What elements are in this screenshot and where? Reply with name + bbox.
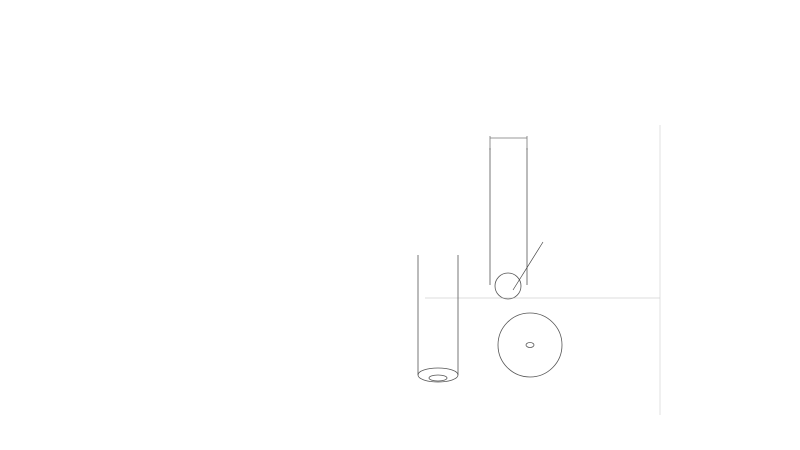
vertical-screw <box>490 148 527 285</box>
dimension-marker <box>490 136 527 150</box>
isometric-screw <box>418 255 458 382</box>
slide-body <box>50 92 383 169</box>
callout-leader <box>513 242 543 290</box>
drawing-svg <box>405 120 665 420</box>
detail-circle <box>495 273 521 299</box>
magnified-detail <box>498 313 562 377</box>
screw-technical-drawing <box>405 120 665 420</box>
